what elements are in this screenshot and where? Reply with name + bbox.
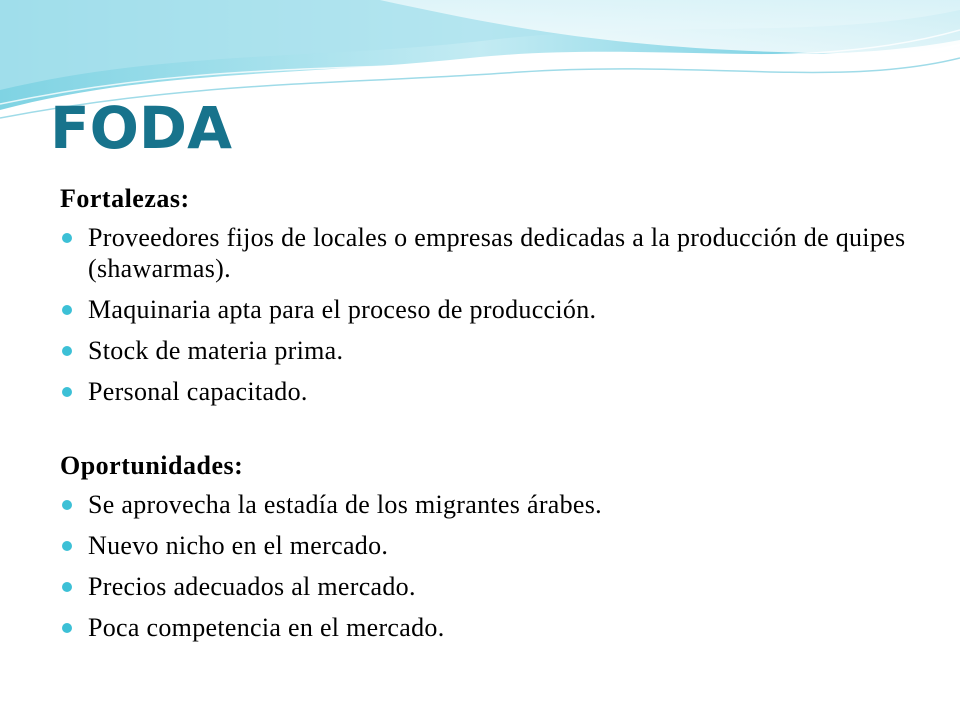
list-item-text: Stock de materia prima. [88, 336, 344, 365]
section-heading: Oportunidades: [60, 451, 244, 480]
bullet-dot-icon [62, 387, 72, 397]
bullet-dot-icon [62, 582, 72, 592]
list-item-text: Poca competencia en el mercado. [88, 613, 445, 642]
bullet-dot-icon [62, 541, 72, 551]
section-heading: Fortalezas: [60, 184, 190, 213]
slide-title: FODA [50, 94, 232, 162]
slide-content [60, 182, 920, 653]
list-item-text: Personal capacitado. [88, 377, 308, 406]
bullet-dot-icon [62, 500, 72, 510]
bullet-dot-icon [62, 305, 72, 315]
bullet-dot-icon [62, 623, 72, 633]
list-item [60, 294, 920, 325]
section-spacer [60, 417, 920, 449]
list-item [60, 335, 920, 366]
bullet-list [60, 489, 920, 643]
bullet-dot-icon [62, 346, 72, 356]
bullet-dot-icon [62, 233, 72, 243]
list-item-text: Se aprovecha la estadía de los migrantes árabes. [88, 490, 602, 519]
list-item-text: Precios adecuados al mercado. [88, 572, 416, 601]
list-item-text: Maquinaria apta para el proceso de producción. [88, 295, 597, 324]
list-item [60, 612, 920, 643]
list-item-text: Nuevo nicho en el mercado. [88, 531, 389, 560]
section-fortalezas [60, 182, 920, 407]
list-item [60, 222, 920, 284]
list-item [60, 530, 920, 561]
section-oportunidades [60, 449, 920, 643]
list-item-text: Proveedores fijos de locales o empresas dedicadas a la producción de quipes (shawarmas). [88, 223, 906, 283]
bullet-list [60, 222, 920, 407]
list-item [60, 376, 920, 407]
list-item [60, 489, 920, 520]
list-item [60, 571, 920, 602]
